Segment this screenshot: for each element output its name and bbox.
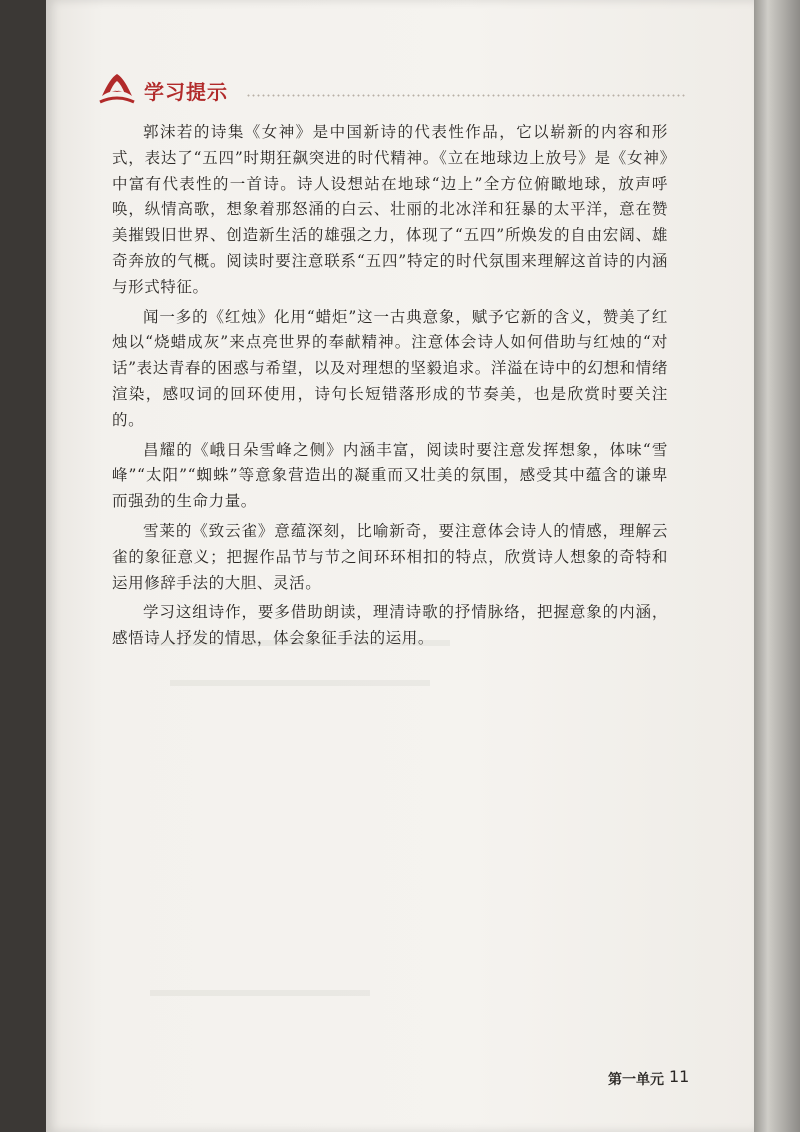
section-header	[98, 68, 690, 112]
book-logo-icon	[98, 68, 136, 108]
paragraph: 闻一多的《红烛》化用“蜡炬”这一古典意象，赋予它新的含义，赞美了红烛以“烧蜡成灰”来点亮世界的奉献精神。注意体会诗人如何借助与红烛的“对话”表达青春的困惑与希望，以及对理想的坚毅追求。洋溢在诗中的幻想和情绪渲染，感叹词的回环使用，诗句长短错落形成的节奏美，也是欣赏时要关注的。	[112, 307, 668, 429]
paragraph: 昌耀的《峨日朵雪峰之侧》内涵丰富，阅读时要注意发挥想象，体味“雪峰”“太阳”“蜘蛛”等意象营造出的凝重而又壮美的氛围，感受其中蕴含的谦卑而强劲的生命力量。	[112, 440, 668, 511]
page-number: 11	[669, 1067, 690, 1086]
unit-label: 第一单元	[608, 1072, 664, 1088]
paragraph: 学习这组诗作，要多借助朗读，理清诗歌的抒情脉络，把握意象的内涵，感悟诗人抒发的情思，体会象征手法的运用。	[112, 603, 668, 648]
paragraph: 雪莱的《致云雀》意蕴深刻，比喻新奇，要注意体会诗人的情感，理解云雀的象征意义；把握作品节与节之间环环相扣的特点，欣赏诗人想象的奇特和运用修辞手法的大胆、灵活。	[112, 521, 668, 592]
study-tips-body	[112, 120, 668, 656]
paragraph: 郭沫若的诗集《女神》是中国新诗的代表性作品，它以崭新的内容和形式，表达了“五四”时期狂飙突进的时代精神。《立在地球边上放号》是《女神》中富有代表性的一首诗。诗人设想站在地球“边上”全方位俯瞰地球，放声呼唤，纵情高歌，想象着那怒涌的白云、壮丽的北冰洋和狂暴的太平洋，意在赞美摧毁旧世界、创造新生活的雄强之力，体现了“五四”所焕发的自由宏阔、雄奇奔放的气概。阅读时要注意联系“五四”特定的时代氛围来理解这首诗的内涵与形式特征。	[112, 123, 668, 296]
section-title: 学习提示	[144, 80, 228, 104]
bleed-through-mark	[170, 680, 430, 686]
dotted-divider	[246, 94, 686, 97]
book-edge	[754, 0, 800, 1132]
bleed-through-mark	[150, 990, 370, 996]
bleed-through-mark	[150, 640, 450, 646]
